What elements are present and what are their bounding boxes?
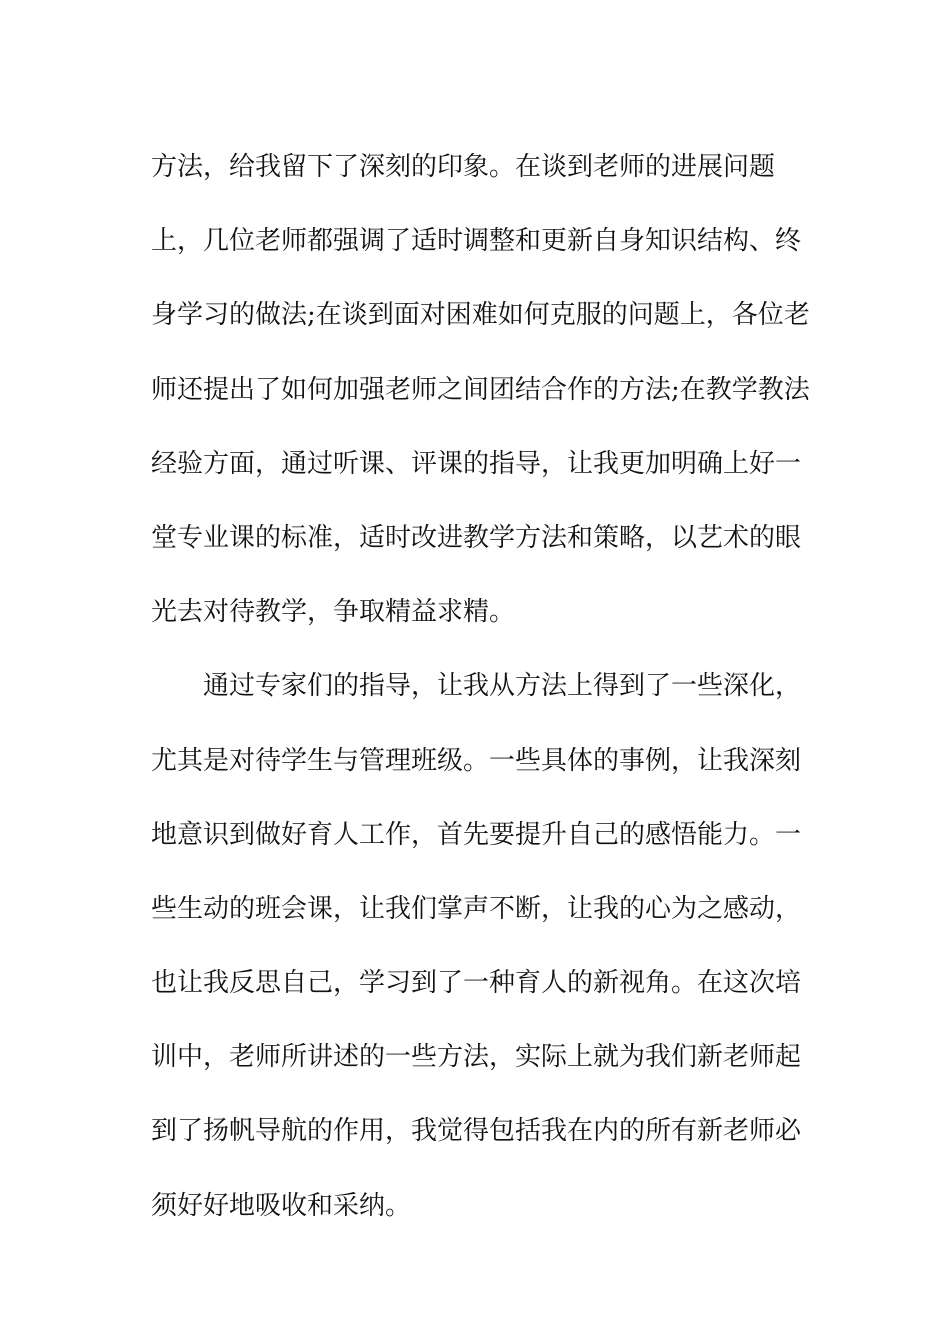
text-line: 方法，给我留下了深刻的印象。在谈到老师的进展问题 bbox=[151, 152, 776, 182]
text-line: 光去对待教学，争取精益求精。 bbox=[151, 597, 516, 628]
text-line: 上，几位老师都强调了适时调整和更新自身知识结构、终 bbox=[151, 226, 802, 257]
text-line: 也让我反思自己，学习到了一种育人的新视角。在这次培 bbox=[151, 968, 802, 999]
text-line: 师还提出了如何加强老师之间团结合作的方法;在教学教法 bbox=[151, 374, 810, 405]
paragraph-1 bbox=[151, 130, 811, 649]
paragraph-2 bbox=[151, 649, 811, 1243]
text-line: 通过专家们的指导，让我从方法上得到了一些深化， bbox=[203, 671, 802, 702]
document-body bbox=[151, 130, 811, 1243]
text-line: 经验方面，通过听课、评课的指导，让我更加明确上好一 bbox=[151, 448, 802, 479]
text-line: 尤其是对待学生与管理班级。一些具体的事例，让我深刻 bbox=[151, 745, 802, 776]
text-line: 训中，老师所讲述的一些方法，实际上就为我们新老师起 bbox=[151, 1042, 802, 1073]
text-line: 地意识到做好育人工作，首先要提升自己的感悟能力。一 bbox=[151, 819, 802, 850]
text-line: 些生动的班会课，让我们掌声不断，让我的心为之感动， bbox=[151, 893, 802, 924]
text-line: 身学习的做法;在谈到面对困难如何克服的问题上，各位老 bbox=[151, 300, 810, 331]
text-line: 堂专业课的标准，适时改进教学方法和策略，以艺术的眼 bbox=[151, 522, 802, 553]
text-line: 须好好地吸收和采纳。 bbox=[151, 1190, 412, 1221]
text-line: 到了扬帆导航的作用，我觉得包括我在内的所有新老师必 bbox=[151, 1116, 802, 1147]
